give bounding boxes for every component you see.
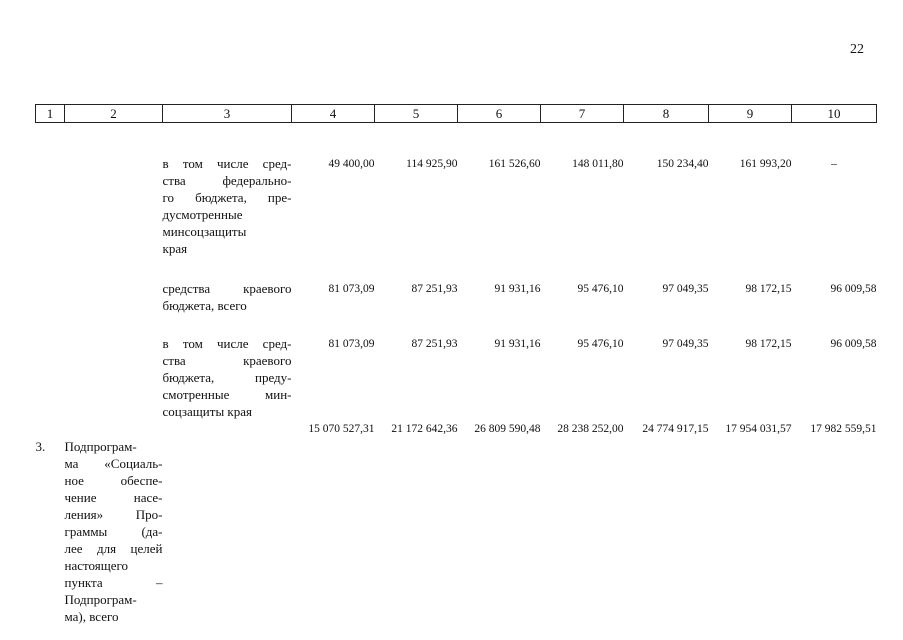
- funding-source-line: бюджета, всего: [162, 298, 247, 313]
- value-cell: 148 011,80: [572, 158, 624, 170]
- page-number: 22: [850, 42, 864, 57]
- column-header: 2: [65, 105, 163, 123]
- funding-source-line: го бюджета, пре-: [162, 190, 292, 205]
- value-cell: 49 400,00: [328, 158, 375, 170]
- value-cell: 17 954 031,57: [725, 423, 792, 435]
- funding-source: [163, 123, 292, 258]
- value-cell: 96 009,58: [830, 283, 877, 295]
- funding-source-line: ства краевого: [162, 353, 292, 368]
- value-cell: 87 251,93: [411, 338, 458, 350]
- funding-source-line: дусмотренные: [162, 207, 243, 222]
- column-header: 1: [36, 105, 65, 123]
- item-name-line: ма), всего: [64, 609, 119, 624]
- value-cell: 161 526,60: [488, 158, 541, 170]
- item-name-line: пункта –: [64, 575, 163, 590]
- funding-source-line: средства краевого: [162, 281, 292, 296]
- column-header: 9: [709, 105, 792, 123]
- funding-source: [163, 314, 292, 420]
- column-header: 5: [375, 105, 458, 123]
- value-cell: 81 073,09: [328, 283, 375, 295]
- column-header: 7: [541, 105, 624, 123]
- table-row: [36, 257, 877, 314]
- item-name-line: чение насе-: [64, 490, 163, 505]
- value-cell: 150 234,40: [656, 158, 709, 170]
- item-name-line: ления» Про-: [64, 507, 163, 522]
- value-cell: 98 172,15: [745, 338, 792, 350]
- funding-source: [163, 420, 292, 625]
- value-cell: 28 238 252,00: [557, 423, 624, 435]
- funding-source-line: в том числе сред-: [162, 156, 292, 171]
- value-cell: 26 809 590,48: [474, 423, 541, 435]
- value-cell: 96 009,58: [830, 338, 877, 350]
- item-name-line: ма «Социаль-: [64, 456, 163, 471]
- value-cell: 17 982 559,51: [810, 423, 877, 435]
- item-name-line: ное обеспе-: [64, 473, 163, 488]
- item-name: [65, 123, 163, 258]
- row-number: [36, 123, 65, 258]
- funding-source-line: смотренные мин-: [162, 387, 292, 402]
- row-number: 3.: [35, 439, 46, 454]
- value-cell: 95 476,10: [577, 283, 624, 295]
- value-cell: –: [831, 158, 837, 170]
- item-name-line: Подпрограм-: [64, 439, 137, 454]
- item-name-line: настоящего: [64, 558, 129, 573]
- row-number: [36, 257, 65, 314]
- funding-source-line: края: [162, 241, 188, 256]
- column-header: 6: [458, 105, 541, 123]
- budget-table: [35, 104, 877, 625]
- value-cell: 98 172,15: [745, 283, 792, 295]
- value-cell: 161 993,20: [739, 158, 792, 170]
- value-cell: 15 070 527,31: [308, 423, 375, 435]
- value-cell: 87 251,93: [411, 283, 458, 295]
- value-cell: 114 925,90: [406, 158, 458, 170]
- table-row: [36, 314, 877, 420]
- funding-source-line: минсоцзащиты: [162, 224, 247, 239]
- item-name: [65, 420, 163, 625]
- value-cell: 97 049,35: [662, 338, 709, 350]
- column-header: 10: [792, 105, 877, 123]
- funding-source-line: ства федерально-: [162, 173, 292, 188]
- table-row: [36, 420, 877, 625]
- column-header: 3: [163, 105, 292, 123]
- funding-source-line: бюджета, преду-: [162, 370, 292, 385]
- funding-source-line: в том числе сред-: [162, 336, 292, 351]
- item-name: [65, 314, 163, 420]
- value-cell: 91 931,16: [494, 338, 541, 350]
- header-row: [36, 105, 877, 123]
- column-header: 8: [624, 105, 709, 123]
- value-cell: 95 476,10: [577, 338, 624, 350]
- table-row: [36, 123, 877, 258]
- funding-source: [163, 257, 292, 314]
- row-number: [36, 314, 65, 420]
- item-name: [65, 257, 163, 314]
- value-cell: 81 073,09: [328, 338, 375, 350]
- value-cell: 24 774 917,15: [642, 423, 709, 435]
- column-header: 4: [292, 105, 375, 123]
- value-cell: 21 172 642,36: [391, 423, 458, 435]
- item-name-line: граммы (да-: [64, 524, 163, 539]
- item-name-line: лее для целей: [64, 541, 163, 556]
- item-name-line: Подпрограм-: [64, 592, 137, 607]
- funding-source-line: соцзащиты края: [162, 404, 252, 419]
- value-cell: 97 049,35: [662, 283, 709, 295]
- value-cell: 91 931,16: [494, 283, 541, 295]
